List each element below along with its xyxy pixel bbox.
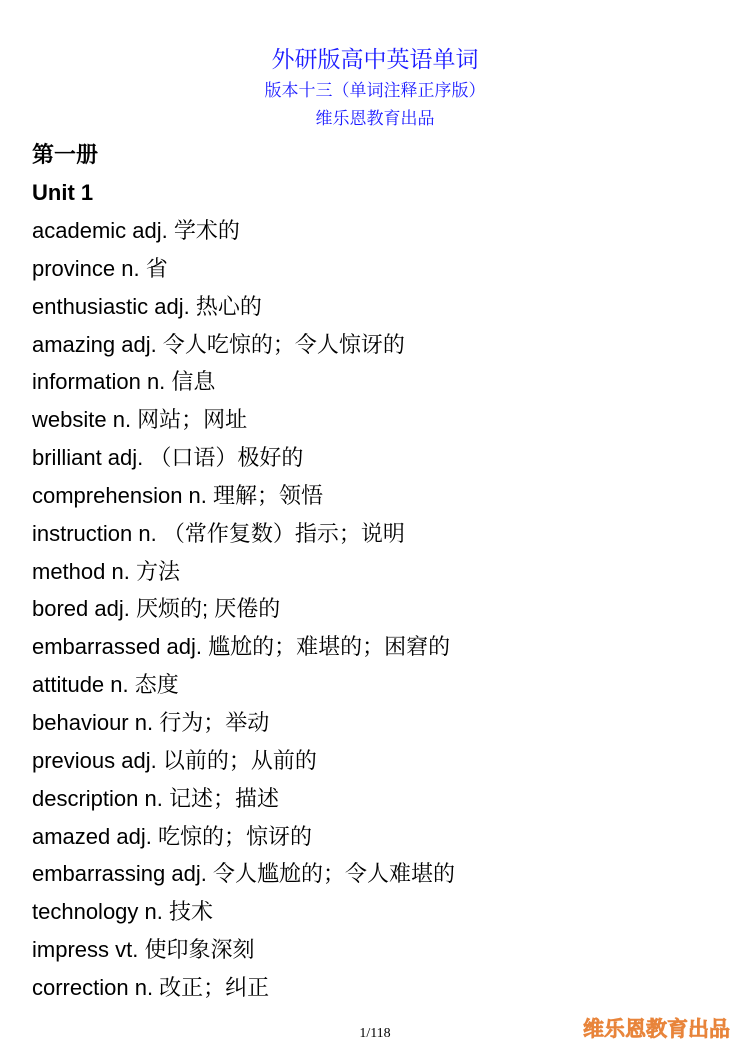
- vocabulary-entry: description n. 记述；描述: [32, 785, 279, 811]
- vocabulary-entry: amazed adj. 吃惊的；惊讶的: [32, 823, 312, 849]
- vocabulary-entry: bored adj. 厌烦的; 厌倦的: [32, 596, 281, 622]
- vocabulary-entry: website n. 网站；网址: [32, 407, 248, 433]
- vocabulary-entry: correction n. 改正；纠正: [32, 974, 270, 1000]
- vocabulary-entry: province n. 省: [32, 255, 168, 281]
- vocabulary-entry: information n. 信息: [32, 369, 216, 395]
- vocabulary-entry: embarrassing adj. 令人尴尬的；令人难堪的: [32, 861, 455, 887]
- unit-heading: Unit 1: [32, 180, 94, 205]
- vocabulary-list: [32, 212, 722, 1007]
- document-subtitle: 版本十三（单词注释正序版）: [264, 81, 486, 100]
- document-organization: 维乐恩教育出品: [315, 109, 435, 128]
- vocabulary-entry: embarrassed adj. 尴尬的；难堪的；困窘的: [32, 634, 451, 660]
- vocabulary-entry: comprehension n. 理解；领悟: [32, 482, 323, 508]
- vocabulary-entry: impress vt. 使印象深刻: [32, 937, 255, 963]
- vocabulary-entry: technology n. 技术: [32, 899, 213, 925]
- book-heading: 第一册: [32, 142, 99, 167]
- vocabulary-entry: academic adj. 学术的: [32, 218, 240, 243]
- document-title: 外研版高中英语单词: [271, 46, 479, 72]
- page-number: 1/118: [359, 1026, 391, 1041]
- vocabulary-entry: attitude n. 态度: [32, 672, 179, 698]
- vocabulary-entry: enthusiastic adj. 热心的: [32, 293, 262, 319]
- watermark-logo: 维乐恩教育出品: [583, 1018, 730, 1041]
- vocabulary-entry: amazing adj. 令人吃惊的；令人惊讶的: [32, 331, 405, 357]
- vocabulary-entry: behaviour n. 行为；举动: [32, 709, 270, 735]
- vocabulary-entry: method n. 方法: [32, 558, 180, 584]
- vocabulary-entry: previous adj. 以前的；从前的: [32, 747, 317, 773]
- vocabulary-entry: instruction n. （常作复数）指示；说明: [32, 520, 405, 546]
- vocabulary-entry: brilliant adj. （口语）极好的: [32, 445, 304, 471]
